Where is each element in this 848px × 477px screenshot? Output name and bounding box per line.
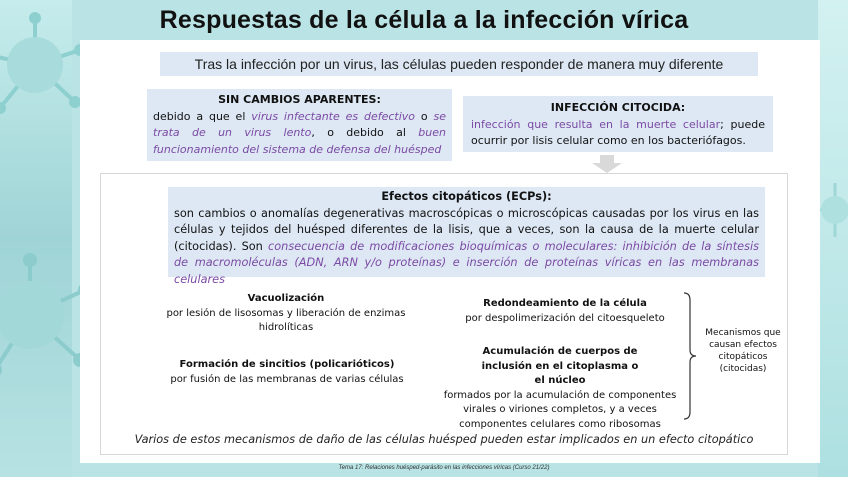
- mechanism-inclusion: [440, 345, 680, 432]
- footer-caption: Tema 17: Relaciones huésped-parásito en las infecciones víricas (Curso 21/22): [338, 465, 550, 471]
- ecp-text: son cambios o anomalías degenerativas macroscópicas o microscópicas causadas por los virus en las células y tejidos del huésped diferentes de la lisis, que a veces, son la causa de la muerte celular (citocidas). Son: [174, 206, 759, 253]
- mechanism-desc: por despolimerización del citoesqueleto: [465, 312, 665, 324]
- mechanism-desc: por fusión de las membranas de varias células: [170, 373, 404, 385]
- ecp-highlight: consecuencia de modificaciones bioquímicas o moleculares: inhibición de la síntesis de macromoléculas (ADN, ARN y/o proteínas) e inserción de proteínas víricas en las membranas celulares: [174, 239, 759, 286]
- sin-cambios-heading: SIN CAMBIOS APARENTES:: [218, 93, 381, 106]
- sin-cambios-highlight: virus infectante es defectivo: [251, 109, 416, 123]
- mechanisms-note: Mecanismos que causan efectos citopáticos (citocidas): [705, 328, 781, 374]
- sin-cambios-box: [147, 89, 452, 161]
- mechanism-title: Formación de sincitios (policarióticos): [179, 359, 395, 370]
- sin-cambios-text: , o debido al: [311, 126, 419, 139]
- sin-cambios-highlight: buen funcionamiento del sistema de defensa del huésped: [153, 126, 446, 156]
- mechanism-redondeamiento: [450, 297, 680, 326]
- sin-cambios-highlight: se trata de un virus lento: [153, 109, 446, 139]
- citocida-text: ; puede ocurrir por lisis celular como en los bacteriófagos.: [471, 117, 765, 147]
- citocida-heading: INFECCIÓN CITOCIDA:: [550, 101, 686, 114]
- down-arrow-icon: [592, 155, 622, 173]
- mechanism-desc: formados por la acumulación de componentes virales o viriones completos, y a veces componentes celulares como ribosomas: [443, 389, 677, 430]
- page-title: Respuestas de la célula a la infección vírica: [159, 6, 689, 34]
- mechanism-desc: por lesión de lisosomas y liberación de enzimas hidrolíticas: [166, 307, 406, 333]
- ecp-box: [168, 187, 765, 286]
- intro-banner: Tras la infección por un virus, las células pueden responder de manera muy diferente: [160, 52, 758, 76]
- citocida-highlight: infección que resulta en la muerte celular: [471, 117, 721, 131]
- mechanism-vacuolizacion: [163, 292, 409, 336]
- summary-text: Varios de estos mecanismos de daño de las células huésped pueden estar implicados en un efecto citopático: [134, 433, 754, 446]
- mechanism-title: Vacuolización: [247, 293, 325, 304]
- mechanism-title: Redondeamiento de la célula: [483, 298, 647, 309]
- mechanism-title: Acumulación de cuerpos de inclusión en el citoplasma o el núcleo: [481, 346, 639, 386]
- mechanism-sincitios: [170, 358, 404, 387]
- sin-cambios-text: o: [415, 109, 434, 123]
- sin-cambios-text: debido a que el: [153, 109, 252, 123]
- infeccion-citocida-box: [463, 96, 773, 152]
- right-brace-icon: [682, 292, 698, 420]
- ecp-heading: Efectos citopáticos (ECPs):: [381, 190, 552, 203]
